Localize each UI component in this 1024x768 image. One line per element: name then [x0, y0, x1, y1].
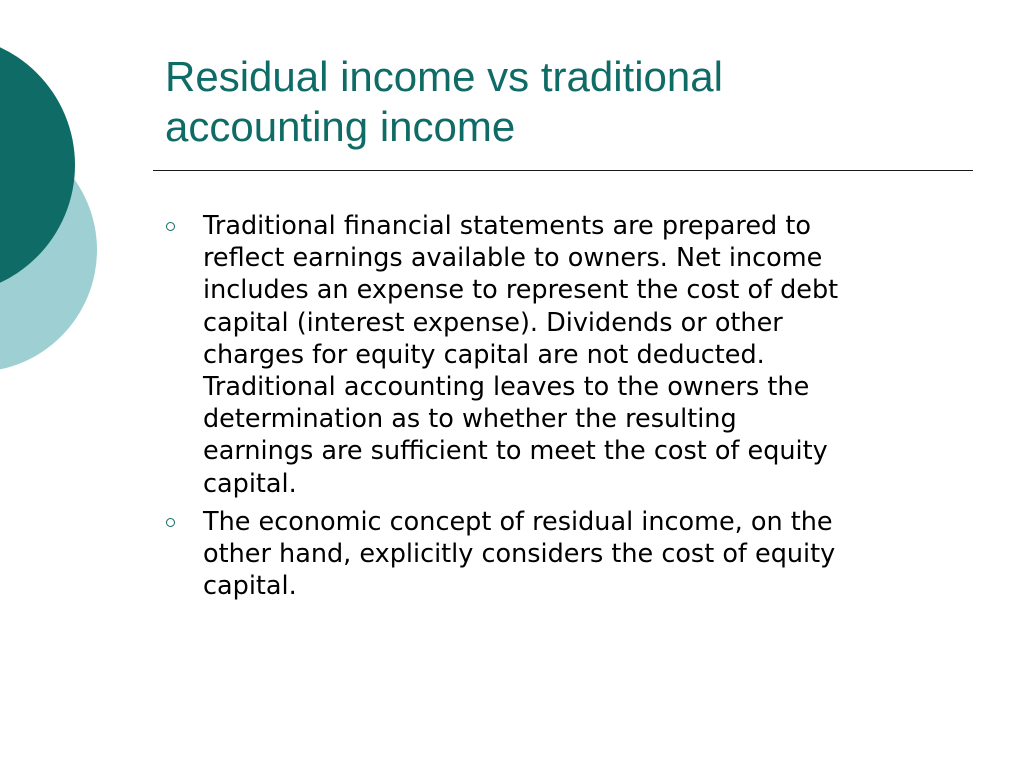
bullet-text-line: capital (interest expense). Dividends or other: [203, 307, 783, 338]
hollow-circle-bullet-icon: [166, 222, 175, 231]
decorative-circles: [0, 0, 110, 410]
bullet-text-line: capital.: [203, 468, 297, 499]
bullet-text-line: other hand, explicitly considers the cost of equity: [203, 539, 836, 570]
hollow-circle-bullet-icon: [166, 518, 175, 527]
bullet-text-line: The economic concept of residual income, on the: [203, 506, 833, 537]
bullet-text-line: determination as to whether the resulting: [203, 404, 737, 435]
bullet-text-line: earnings are sufficient to meet the cost of equity: [203, 436, 828, 467]
bullet-list: [160, 210, 960, 608]
slide-title-line: Residual income vs traditional: [165, 53, 723, 100]
bullet-item-traditional-statements: [160, 210, 960, 500]
bullet-text-line: Traditional financial statements are prepared to: [203, 211, 811, 241]
bullet-text-line: charges for equity capital are not deducted.: [203, 339, 765, 370]
slide-title-line: accounting income: [165, 103, 516, 150]
title-divider: [153, 170, 973, 171]
bullet-text-line: includes an expense to represent the cost of debt: [203, 275, 839, 306]
bullet-text-line: reflect earnings available to owners. Net income: [203, 243, 823, 274]
slide-title: [165, 52, 965, 152]
bullet-item-residual-income: [160, 506, 960, 603]
bullet-text-line: Traditional accounting leaves to the owners the: [203, 372, 810, 403]
bullet-text-line: capital.: [203, 571, 297, 602]
